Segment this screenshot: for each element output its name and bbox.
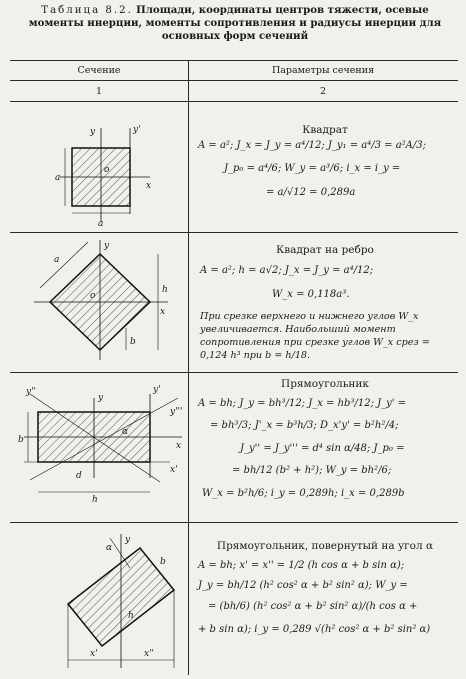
row3-line2: = bh³/3; J'_x = b³h/3; D_x'y' = b²h²/4; [210,420,399,431]
label-b: b [160,557,166,567]
row1-title: Квадрат [302,124,348,136]
header-num2: 2 [319,86,327,97]
label-d: d [76,471,82,481]
label-y: y [125,535,131,545]
label-y: y [98,393,104,403]
diamond-diagram [10,236,190,364]
table-caption-text: Площади, координаты центров тяжести, осевые моменты инерции, моменты сопротивления и радиусы инерции для основных форм сечений [28,4,442,42]
label-a-side: a [55,173,61,183]
row2-line1: A = a²; h = a√2; J_x = J_y = a⁴/12; [200,265,374,276]
label-o: o [90,291,96,301]
row1-line3: = a/√12 = 0,289a [266,187,356,198]
rule-top [10,60,458,61]
label-x: x [146,181,152,191]
header-num1: 1 [95,86,103,97]
rule-numbers [10,101,458,102]
label-y: y [104,241,110,251]
row2-title: Квадрат на ребро [276,244,374,256]
rule-header [10,80,458,81]
label-h: h [162,285,168,295]
row4-title: Прямоугольник, повернутый на угол α [216,540,434,552]
label-x1: x' [90,649,98,659]
row1-line1: A = a²; J_x = J_y = a⁴/12; J_y₁ = a⁴/3 = a²A/3; [198,140,427,151]
row3-line1: A = bh; J_y = bh³/12; J_x = hb³/12; J_y' = [198,398,407,409]
row4-line4: + b sin α); i_y = 0,289 √(h² cos² α + b² sin² α) [198,624,431,635]
rule-row2 [10,372,458,373]
label-h: h [92,495,98,505]
row3-title: Прямоугольник [281,378,369,390]
label-a: a [54,255,60,265]
row2-note: При срезке верхнего и нижнего углов W_x увеличивается. Наибольший момент сопротивления при срезке углов W_x срез = 0,124 h³ при b = h/18. [200,311,430,361]
row3-line4: = bh/12 (b² + h²); W_y = bh²/6; [232,465,392,476]
label-y1: y' [133,125,141,135]
label-y: y [90,127,96,137]
label-a-bottom: a [98,219,104,229]
label-alpha: α [106,543,113,553]
label-x: x [176,441,182,451]
row4-line3: = (bh/6) (h² cos² α + b² sin² α)/(h cos α + [208,601,418,612]
row3-line5: W_x = b²h/6; i_y = 0,289h; i_x = 0,289b [202,488,405,499]
label-x2: x'' [144,649,155,659]
row1-line2: J_p₀ = a⁴/6; W_y = a³/6; i_x = i_y = [224,163,401,174]
label-b: b [130,337,136,347]
label-x: x [160,307,166,317]
rotated-rectangle-diagram [10,528,190,674]
row2-line2: W_x = 0,118a³. [272,289,350,300]
row4-line2: J_y = bh/12 (h² cos² α + b² sin² α); W_y = [198,580,408,591]
row4-line1: A = bh; x' = x'' = 1/2 (h cos α + b sin α); [198,560,405,571]
label-alpha: α [122,427,129,437]
rule-row3 [10,522,458,523]
label-o: o [104,165,110,175]
table-caption [20,4,450,43]
label-y1: y' [153,385,161,395]
header-col2: Параметры сечения [271,65,375,76]
square-diagram [10,118,190,233]
rectangle-diagram [10,376,190,506]
row3-line3: J_y'' = J_y''' = d⁴ sin α/48; J_p₀ = [240,443,405,454]
label-b: b [18,435,24,445]
label-h: h [128,611,134,621]
label-y2: y'' [26,387,37,397]
rule-row1 [10,232,458,233]
header-col1: Сечение [77,65,121,76]
table-number: Таблица 8.2. [41,5,133,16]
label-y3: y''' [170,407,183,417]
label-x1: x' [170,465,178,475]
